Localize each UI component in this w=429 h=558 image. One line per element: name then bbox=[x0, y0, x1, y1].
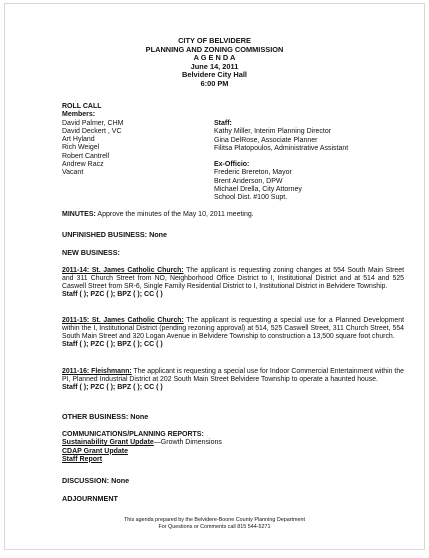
minutes-label: MINUTES: bbox=[62, 211, 96, 218]
roll-call-staff bbox=[214, 120, 348, 153]
item-votes: Staff ( ); PZC ( ); BPZ ( ); CC ( ) bbox=[62, 341, 163, 349]
footer-prepared-by: This agenda prepared by the Belvidere-Boone County Planning Department bbox=[124, 517, 305, 523]
item-text: The applicant is requesting a special use for Indoor Commercial Entertainment within the PI, Planned Industrial District at 202 South Main Street Belvidere Township to operate a haunted house. bbox=[62, 368, 404, 384]
meeting-time: 6:00 PM bbox=[200, 78, 229, 88]
ex-officio-item: Frederic Brereton, Mayor bbox=[214, 169, 292, 177]
ex-officio-label: Ex-Officio: bbox=[214, 161, 250, 168]
communications-section bbox=[62, 431, 222, 464]
member-item: Robert Cantrell bbox=[62, 152, 110, 160]
agenda-footer bbox=[5, 517, 424, 530]
item-text: The applicant is requesting zoning changes at 554 South Main Street and 311 Church Street from NO, Neighborhood Office District to I, Institutional District and at 514 and 525 Caswell Street from SR-6, Single Family Residential District to I, Institutional District in Belvidere Township. bbox=[62, 267, 405, 291]
agenda-title: A G E N D A bbox=[193, 53, 236, 63]
item-heading: 2011-16: Fleishmann: bbox=[62, 368, 132, 375]
new-business-title: NEW BUSINESS: bbox=[62, 248, 120, 257]
report-item-label: Staff Report bbox=[62, 455, 103, 463]
member-item: Vacant bbox=[62, 169, 84, 177]
ex-officio-item: Brent Anderson, DPW bbox=[214, 177, 283, 185]
staff-item: Filitsa Platopoulos, Administrative Assistant bbox=[214, 144, 349, 152]
staff-item: Kathy Miller, Interim Planning Director bbox=[214, 128, 332, 136]
report-item-label: Sustainability Grant Update bbox=[62, 439, 154, 447]
item-heading: 2011-15: St. James Catholic Church: bbox=[62, 317, 184, 324]
report-item-suffix: —Growth Dimensions bbox=[153, 439, 222, 447]
other-business-value: None bbox=[130, 412, 149, 421]
minutes-section bbox=[62, 211, 254, 219]
discussion-section bbox=[62, 476, 129, 485]
item-heading: 2011-14: St. James Catholic Church: bbox=[62, 267, 184, 274]
members-label: Members: bbox=[62, 111, 96, 119]
report-item bbox=[62, 456, 222, 464]
report-item bbox=[62, 448, 222, 456]
communications-title: COMMUNICATIONS/PLANNING REPORTS: bbox=[62, 431, 204, 438]
member-item: Art Hyland bbox=[62, 136, 95, 144]
ex-officio-item: Michael Drella, City Attorney bbox=[214, 185, 302, 193]
item-votes: Staff ( ); PZC ( ); BPZ ( ); CC ( ) bbox=[62, 291, 163, 299]
member-item: David Deckert , VC bbox=[62, 127, 122, 135]
roll-call-members bbox=[62, 103, 123, 178]
minutes-text: Approve the minutes of the May 10, 2011 meeting. bbox=[97, 211, 254, 218]
staff-label: Staff: bbox=[214, 120, 232, 127]
commission-name: PLANNING AND ZONING COMMISSION bbox=[145, 44, 284, 54]
new-business-item bbox=[62, 267, 404, 300]
staff-item: Gina DelRose, Associate Planner bbox=[214, 136, 318, 144]
unfinished-business bbox=[62, 230, 167, 239]
item-votes: Staff ( ); PZC ( ); BPZ ( ); CC ( ) bbox=[62, 384, 163, 392]
unfinished-label: UNFINISHED BUSINESS: bbox=[62, 230, 148, 239]
discussion-value: None bbox=[111, 476, 130, 485]
adjournment: ADJOURNMENT bbox=[62, 494, 118, 503]
other-business bbox=[62, 412, 148, 421]
agenda-header bbox=[5, 37, 424, 89]
roll-call-ex-officio bbox=[214, 161, 302, 202]
report-item-label: CDAP Grant Update bbox=[62, 447, 128, 455]
report-item bbox=[62, 439, 222, 447]
other-business-label: OTHER BUSINESS: bbox=[62, 412, 129, 421]
agenda-page bbox=[4, 3, 425, 550]
new-business-item bbox=[62, 368, 404, 392]
unfinished-value: None bbox=[149, 230, 168, 239]
meeting-location: Belvidere City Hall bbox=[182, 70, 247, 80]
discussion-label: DISCUSSION: bbox=[62, 476, 110, 485]
roll-call-title: ROLL CALL bbox=[62, 103, 102, 110]
item-text: The applicant is requesting a special use for a Planned Development within the I, Institutional District (pending rezoning approval) at 514, 525 Caswell Street, 311 Church Street, 554 South Main Street and 320 Logan Avenue in Belvidere Township to construction a 13,500 square foot church. bbox=[62, 317, 404, 341]
member-item: David Palmer, CHM bbox=[62, 119, 124, 127]
meeting-date: June 14, 2011 bbox=[190, 61, 239, 71]
member-item: Rich Weigel bbox=[62, 144, 100, 152]
new-business-item bbox=[62, 317, 404, 350]
member-item: Andrew Racz bbox=[62, 161, 104, 169]
city-name: CITY OF BELVIDERE bbox=[178, 36, 251, 45]
footer-contact: For Questions or Comments call 815 544-5271 bbox=[158, 523, 271, 530]
ex-officio-item: School Dist. #100 Supt. bbox=[214, 194, 288, 202]
